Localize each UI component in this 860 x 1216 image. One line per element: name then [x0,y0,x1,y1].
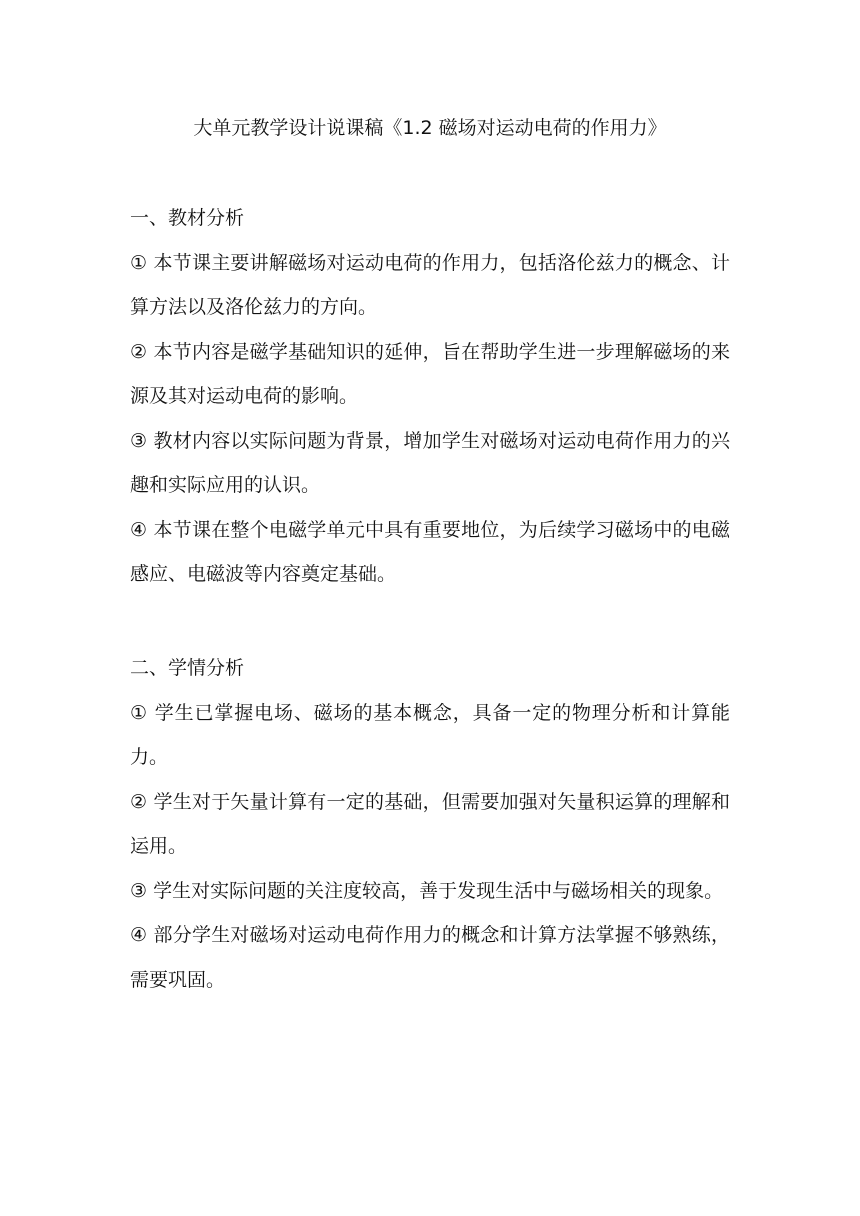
section-heading: 二、学情分析 [130,657,245,679]
list-item: ④ 部分学生对磁场对运动电荷作用力的概念和计算方法掌握不够熟练，需要巩固。 [130,924,730,991]
section-heading: 一、教材分析 [130,207,245,229]
list-item: ① 本节课主要讲解磁场对运动电荷的作用力，包括洛伦兹力的概念、计算方法以及洛伦兹力的方向。 [130,251,730,318]
list-item: ① 学生已掌握电场、磁场的基本概念，具备一定的物理分析和计算能力。 [130,701,730,768]
document-title: 大单元教学设计说课稿《1.2 磁场对运动电荷的作用力》 [193,117,667,139]
list-item: ② 学生对于矢量计算有一定的基础，但需要加强对矢量积运算的理解和运用。 [130,790,730,857]
section-textbook-analysis [130,196,730,597]
list-item: ④ 本节课在整个电磁学单元中具有重要地位，为后续学习磁场中的电磁感应、电磁波等内容奠定基础。 [130,518,730,585]
list-item: ② 本节内容是磁学基础知识的延伸，旨在帮助学生进一步理解磁场的来源及其对运动电荷的影响。 [130,340,730,407]
list-item: ③ 教材内容以实际问题为背景，增加学生对磁场对运动电荷作用力的兴趣和实际应用的认识。 [130,429,730,496]
list-item: ③ 学生对实际问题的关注度较高，善于发现生活中与磁场相关的现象。 [130,879,724,902]
section-student-analysis [130,646,730,1002]
